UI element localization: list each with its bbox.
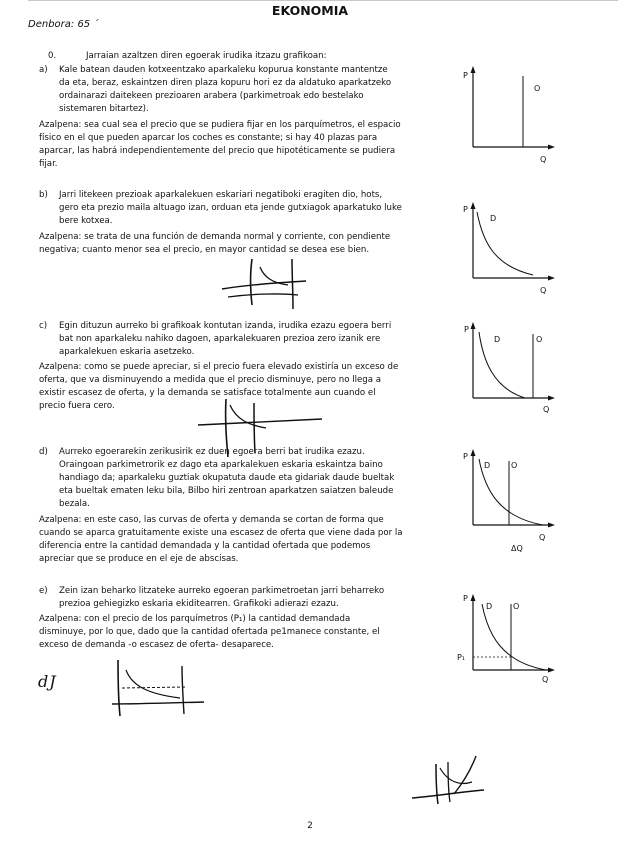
graph-a-o-label: O bbox=[534, 84, 541, 93]
section-d-question-line: eta bueltak ematen leku bila, Bilbo hiri zentroan aparkatzen saiatzen baleude bbox=[59, 486, 394, 496]
page-number: 2 bbox=[307, 821, 313, 831]
graph-c bbox=[455, 318, 565, 418]
graph-e-d-label: D bbox=[486, 602, 493, 611]
graph-d-q-label: Q bbox=[539, 533, 546, 542]
graph-d-d-label: D bbox=[484, 461, 491, 470]
section-b-answer-line: Azalpena: se trata de una función de demanda normal y corriente, con pendiente bbox=[39, 232, 391, 242]
section-a-answer-line: fijar. bbox=[39, 159, 58, 169]
section-c-answer-line: existir escasez de oferta, y la demanda se satisface totalmente aun cuando el bbox=[39, 388, 376, 398]
section-e-question-line: Zein izan beharko litzateke aurreko egoeran parkimetroetan jarri beharreko bbox=[59, 586, 385, 596]
section-b-question-line: gero eta prezio maila altuago izan, orduan eta jende gutxiagok aparkatuko luke bbox=[59, 203, 402, 213]
graph-b bbox=[455, 198, 565, 298]
section-a-question-line: da eta, beraz, eskaintzen diren plaza kopuru hori ez da aldatuko aparkatzeko bbox=[59, 78, 392, 88]
section-b-answer-line: negativa; cuanto menor sea el precio, en mayor cantidad se desea ese bien. bbox=[39, 245, 370, 255]
section-d-answer-line: cuando se aparca gratuitamente existe una escasez de oferta que viene dada por la bbox=[39, 528, 403, 538]
section-a-answer-line: aparcar, las habrá independientemente del precio que hipotéticamente se pudiera bbox=[39, 146, 396, 156]
handwritten-sketch-bottom bbox=[408, 752, 488, 806]
section-c-letter: c) bbox=[39, 321, 48, 331]
handwritten-note: dJ bbox=[38, 672, 57, 691]
section-a-letter: a) bbox=[39, 65, 48, 75]
graph-d bbox=[455, 445, 570, 555]
section-a-question-line: Kale batean dauden kotxeentzako aparkaleku kopurua konstante mantentze bbox=[59, 65, 388, 75]
section-d-question-line: handiago da; aparkaleku guztiak okupatuta daude eta gidariak daude bueltak bbox=[59, 473, 395, 483]
section-c-answer-line: precio fuera cero. bbox=[39, 401, 115, 411]
graph-d-p-label: P bbox=[463, 452, 468, 461]
section-d-answer-line: apreciar que se produce en el eje de abscisas. bbox=[39, 554, 239, 564]
handwritten-sketch-b bbox=[220, 253, 310, 313]
section-d-question-line: bezala. bbox=[59, 499, 90, 509]
graph-e-p-label: P bbox=[463, 594, 468, 603]
section-c-answer-line: Azalpena: como se puede apreciar, si el precio fuera elevado existiría un exceso de bbox=[39, 362, 399, 372]
section-e-answer-line: exceso de demanda -o escasez de oferta- desaparece. bbox=[39, 640, 274, 650]
graph-a bbox=[455, 62, 565, 172]
graph-e-o-label: O bbox=[513, 602, 520, 611]
graph-b-p-label: P bbox=[463, 205, 468, 214]
handwritten-sketch-e bbox=[108, 656, 208, 718]
section-c-answer-line: oferta, que va disminuyendo a medida que el precio disminuye, pero no llega a bbox=[39, 375, 382, 385]
graph-c-d-label: D bbox=[494, 335, 501, 344]
section-a-answer-line: físico en el que pueden aparcar los coches es constante; si hay 40 plazas para bbox=[39, 133, 378, 143]
section-d-answer-line: Azalpena: en este caso, las curvas de oferta y demanda se cortan de forma que bbox=[39, 515, 384, 525]
section-e-answer-line: disminuye, por lo que, dado que la cantidad ofertada pe1manece constante, el bbox=[39, 627, 380, 637]
header-rule bbox=[28, 0, 618, 1]
graph-e-p1-label: P₁ bbox=[457, 653, 466, 662]
section-d-answer-line: diferencia entre la cantidad demandada y la cantidad ofertada que podemos bbox=[39, 541, 371, 551]
section-c-question-line: Egin dituzun aurreko bi grafikoak kontutan izanda, irudika ezazu egoera berri bbox=[59, 321, 392, 331]
graph-e-q-label: Q bbox=[542, 675, 549, 684]
graph-b-d-label: D bbox=[490, 214, 497, 223]
section-c-question-line: bat non aparkaleku nahiko dagoen, aparkalekuaren prezioa zero izanik ere bbox=[59, 334, 381, 344]
graph-e bbox=[452, 590, 567, 690]
graph-b-q-label: Q bbox=[540, 286, 547, 295]
graph-c-q-label: Q bbox=[543, 405, 550, 414]
section-e-question-line: prezioa gehiegizko eskaria ekiditearren. Grafikoki adierazi ezazu. bbox=[59, 599, 339, 609]
section-b-question-line: bere kotxea. bbox=[59, 216, 113, 226]
section-e-letter: e) bbox=[39, 586, 48, 596]
page-title: EKONOMIA bbox=[271, 3, 349, 18]
graph-a-p-label: P bbox=[463, 71, 468, 80]
section-a-question-line: sistemaren bitartez). bbox=[59, 104, 149, 114]
section-d-letter: d) bbox=[39, 447, 48, 457]
section-a-answer-line: Azalpena: sea cual sea el precio que se pudiera fijar en los parquímetros, el espacio bbox=[39, 120, 401, 130]
graph-c-o-label: O bbox=[536, 335, 543, 344]
section-d-question-line: Aurreko egoerarekin zerikusirik ez duen egoera berri bat irudika ezazu. bbox=[59, 447, 365, 457]
graph-a-q-label: Q bbox=[540, 155, 547, 164]
section-d-question-line: Oraingoan parkimetrorik ez dago eta aparkalekuen eskaria eskaintza baino bbox=[59, 460, 383, 470]
time-allowed: Denbora: 65 ´ bbox=[28, 19, 99, 30]
section-e-answer-line: Azalpena: con el precio de los parquímetros (P₁) la cantidad demandada bbox=[39, 614, 351, 624]
intro-text: Jarraian azaltzen diren egoerak irudika itzazu grafikoan: bbox=[86, 51, 327, 61]
graph-d-dq-label: ΔQ bbox=[511, 544, 523, 553]
intro-number: 0. bbox=[48, 51, 57, 61]
handwritten-sketch-c bbox=[196, 395, 326, 460]
section-a-question-line: ordainarazi daitekeen prezioaren arabera (parkimetroak edo bestelako bbox=[59, 91, 364, 101]
section-b-letter: b) bbox=[39, 190, 48, 200]
graph-c-p-label: P bbox=[464, 325, 469, 334]
graph-d-o-label: O bbox=[511, 461, 518, 470]
section-c-question-line: aparkalekuen eskaria asetzeko. bbox=[59, 347, 195, 357]
section-b-question-line: Jarri litekeen prezioak aparkalekuen eskariari negatiboki eragiten dio, hots, bbox=[59, 190, 383, 200]
